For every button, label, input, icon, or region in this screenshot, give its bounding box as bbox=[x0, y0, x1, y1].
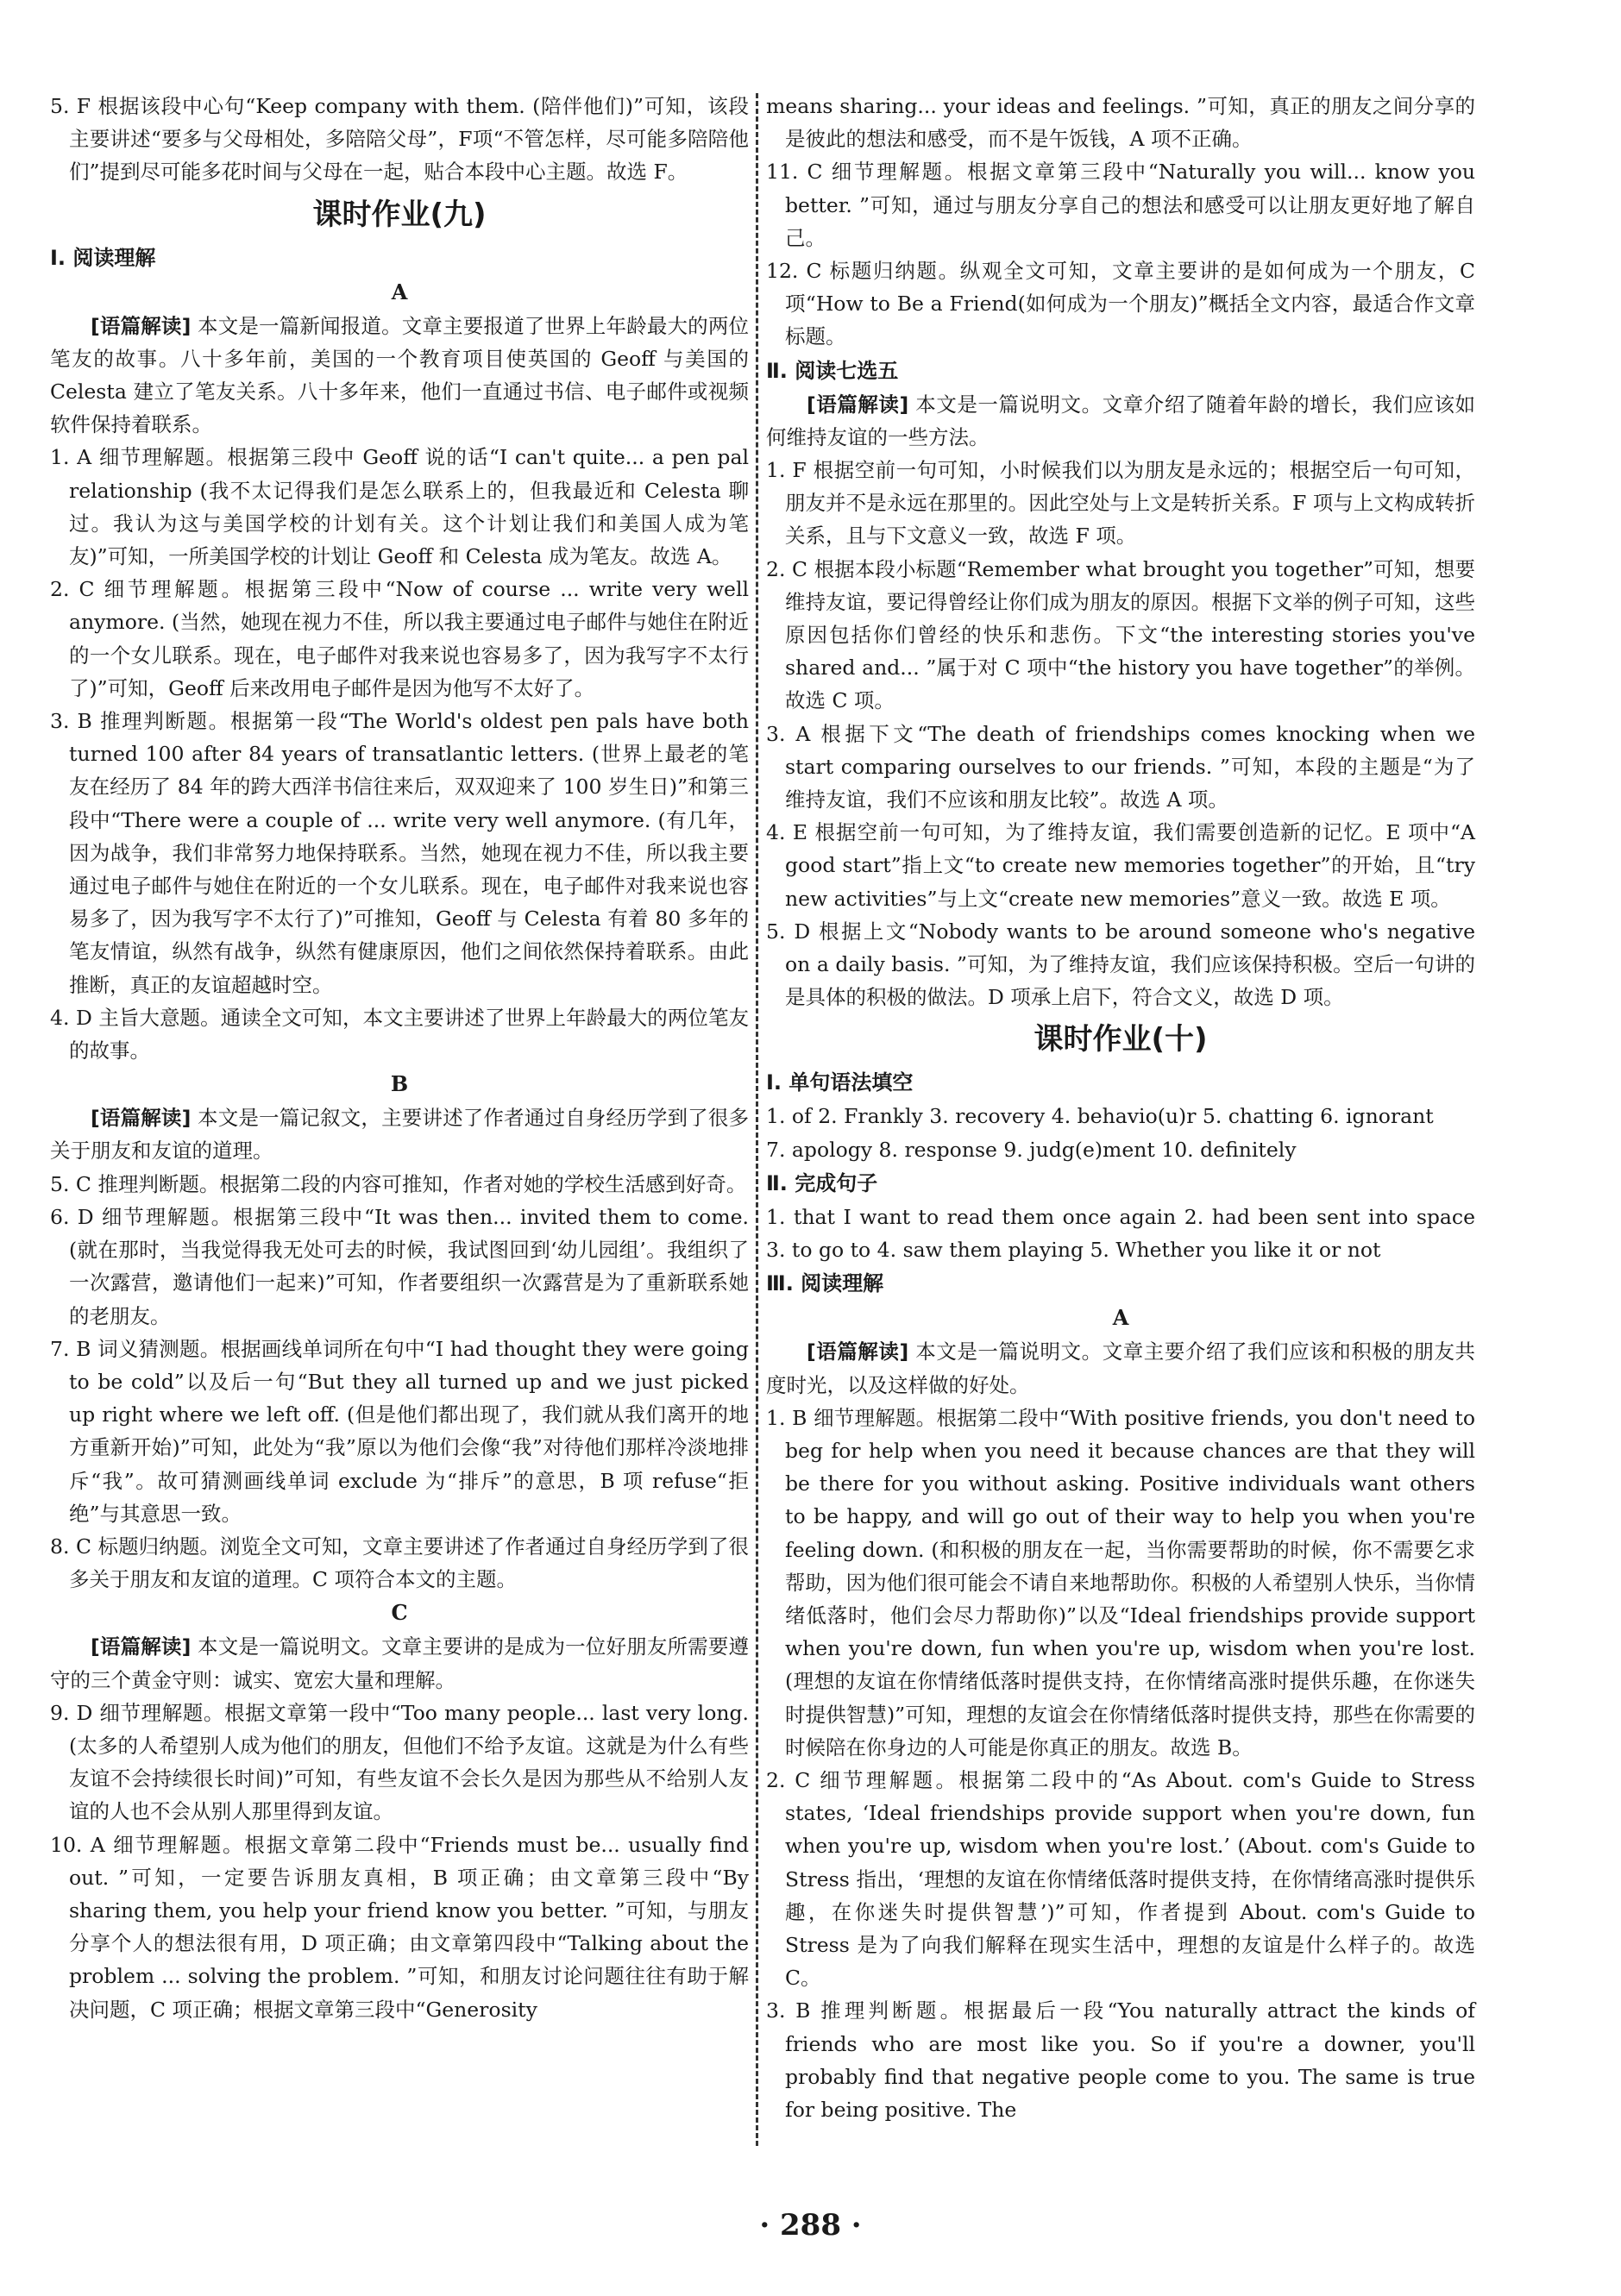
answer-item: 9. D 细节理解题。根据文章第一段中“Too many people... last very long. (太多的人希望别人成为他们的朋友，但他们不给予友谊。这就是为什么有些友谊不会持续很长时间)”可知，有些友谊不会长久是因为那些从不给别人友谊的人也不会从别人那里得到友谊。 bbox=[50, 1700, 749, 1824]
grammar-answers: 7. apology 8. response 9. judg(e)ment 10. definitely bbox=[766, 1137, 1297, 1162]
answer-item: 8. C 标题归纳题。浏览全文可知，文章主要讲述了作者通过自身经历学到了很多关于朋友和友谊的道理。C 项符合本文的主题。 bbox=[50, 1534, 749, 1592]
passage-letter: A bbox=[391, 279, 408, 304]
section-heading: Ⅱ. 完成句子 bbox=[766, 1170, 878, 1195]
section-heading: Ⅱ. 阅读七选五 bbox=[766, 358, 899, 383]
answer-item: 10. A 细节理解题。根据文章第二段中“Friends must be... usually find out. ”可知，一定要告诉朋友真相，B 项正确；由文章第三段中“By sharing them, you help your friend know you better. ”可知，与朋友分享个人的想法很有用，D 项正确；由文章第四段中“Talking about the problem ... solving the problem. ”可知，和朋友讨论问题往往有助于解决问题，C 项正确；根据文章第三段中“Generosity bbox=[50, 1832, 749, 2022]
section-heading: Ⅰ. 阅读理解 bbox=[50, 245, 156, 270]
section-title-10: 课时作业(十) bbox=[1034, 1022, 1208, 1057]
answer-item: 6. D 细节理解题。根据第三段中“It was then... invited them to come. (就在那时，当我觉得我无处可去的时候，我试图回到‘幼儿园组’。我组织了一次露营，邀请他们一起来)”可知，作者要组织一次露营是为了重新联系她的老朋友。 bbox=[50, 1204, 749, 1328]
section-title-9: 课时作业(九) bbox=[312, 197, 487, 232]
left-column bbox=[50, 90, 749, 2026]
answer-item: 12. C 标题归纳题。纵观全文可知，文章主要讲的是如何成为一个朋友，C 项“How to Be a Friend(如何成为一个朋友)”概括全文内容，最适合作文章标题。 bbox=[766, 259, 1475, 349]
answer-item: 1. B 细节理解题。根据第二段中“With positive friends, you don't need to beg for help when you need it because chances are that they will be there for you without asking. Positive individuals want others to be happy, and will go out of their way to help you when you're feeling down. (和积极的朋友在一起，当你需要帮助的时候，你不需要乞求帮助，因为他们很可能会不请自来地帮助你。积极的人希望别人快乐，当你情绪低落时，他们会尽力帮助你)”以及“Ideal friendships provide support when you're down, fun when you're up, wisdom when you're lost. (理想的友谊在你情绪低落时提供支持，在你情绪高涨时提供乐趣，在你迷失时提供智慧)”可知，理想的友谊会在你情绪低落时提供支持，那些在你需要的时候陪在你身边的人可能是你真正的朋友。故选 B。 bbox=[766, 1405, 1475, 1760]
passage-intro: [语篇解读] 本文是一篇记叙文，主要讲述了作者通过自身经历学到了很多关于朋友和友谊的道理。 bbox=[50, 1106, 750, 1164]
section-heading: Ⅲ. 阅读理解 bbox=[766, 1271, 884, 1296]
answer-item: 2. C 细节理解题。根据第三段中“Now of course ... write very well anymore. (当然，她现在视力不佳，所以我主要通过电子邮件与她住在附近的一个女儿联系。现在，电子邮件对我来说也容易多了，因为我写字不太行了)”可知，Geoff 后来改用电子邮件是因为他写不太好了。 bbox=[50, 577, 749, 700]
answer-item: 7. B 词义猜测题。根据画线单词所在句中“I had thought they were going to be cold”以及后一句“But they all turned up and we just picked up right where we left off. (但是他们都出现了，我们就从我们离开的地方重新开始)”可知，此处为“我”原以为他们会像“我”对待他们那样冷淡地排斥“我”。故可猜测画线单词 exclude 为“排斥”的意思，B 项 refuse“拒绝”与其意思一致。 bbox=[50, 1336, 749, 1526]
answer-item: 3. B 推理判断题。根据最后一段“You naturally attract the kinds of friends who are most like you. So if you're a downer, you'll probably find that negative people come to you. The same is true for being positive. The bbox=[766, 1998, 1475, 2122]
right-column bbox=[766, 90, 1475, 2126]
page-number: · 288 · bbox=[759, 2208, 862, 2243]
answer-continuation: means sharing... your ideas and feelings. ”可知，真正的朋友之间分享的是彼此的想法和感受，而不是午饭钱，A 项不正确。 bbox=[766, 94, 1475, 152]
section-heading: Ⅰ. 单句语法填空 bbox=[766, 1070, 914, 1095]
sentence-answers: 1. that I want to read them once again 2. had been sent into space 3. to go to 4. saw them playing 5. Whether you like it or not bbox=[766, 1204, 1475, 1263]
answer-item: 4. E 根据空前一句可知，为了维持友谊，我们需要创造新的记忆。E 项中“A good start”指上文“to create new memories together”的开始，且“try new activities”与上文“create new memories”意义一致。故选 E 项。 bbox=[766, 820, 1475, 911]
answer-item: 1. F 根据空前一句可知，小时候我们以为朋友是永远的；根据空后一句可知，朋友并不是永远在那里的。因此空处与上文是转折关系。F 项与上文构成转折关系，且与下文意义一致，故选 F 项。 bbox=[766, 458, 1475, 549]
answer-item: 2. C 根据本段小标题“Remember what brought you together”可知，想要维持友谊，要记得曾经让你们成为朋友的原因。根据下文举的例子可知，这些原因包括你们曾经的快乐和悲伤。下文“the interesting stories you've shared and... ”属于对 C 项中“the history you have together”的举例。故选 C 项。 bbox=[766, 556, 1476, 713]
answer-item: 3. A 根据下文“The death of friendships comes knocking when we start comparing ourselves to our friends. ”可知，本段的主题是“为了维持友谊，我们不应该和朋友比较”。故选 A 项。 bbox=[766, 721, 1475, 812]
answer-item: 2. C 细节理解题。根据第二段中的“As About. com's Guide to Stress states, ‘Ideal friendships provide support when you're down, fun when you're up, wisdom when you're lost.’ (About. com's Guide to Stress 指出，‘理想的友谊在你情绪低落时提供支持，在你情绪高涨时提供乐趣，在你迷失时提供智慧’)”可知，作者提到 About. com's Guide to Stress 是为了向我们解释在现实生活中，理想的友谊是什么样子的。故选 C。 bbox=[766, 1767, 1475, 1991]
passage-intro: [语篇解读] 本文是一篇说明文。文章介绍了随着年龄的增长，我们应该如何维持友谊的一些方法。 bbox=[766, 392, 1476, 449]
answer-item: 4. D 主旨大意题。通读全文可知，本文主要讲述了世界上年龄最大的两位笔友的故事。 bbox=[50, 1005, 750, 1063]
passage-intro: [语篇解读] 本文是一篇说明文。文章主要讲的是成为一位好朋友所需要遵守的三个黄金守则：诚实、宽宏大量和理解。 bbox=[50, 1634, 750, 1692]
answer-item: 5. C 推理判断题。根据第二段的内容可推知，作者对她的学校生活感到好奇。 bbox=[50, 1171, 747, 1196]
passage-letter: B bbox=[390, 1071, 409, 1097]
answer-item: 1. A 细节理解题。根据第三段中 Geoff 说的话“I can't quite... a pen pal relationship (我不太记得我们是怎么联系上的，但我最近和 Celesta 聊过。我认为这与美国学校的计划有关。这个计划让我们和美国人成为笔友)”可知，一所美国学校的计划让 Geoff 和 Celesta 成为笔友。故选 A。 bbox=[50, 445, 749, 569]
answer-item: 5. D 根据上文“Nobody wants to be around someone who's negative on a daily basis. ”可知，为了维持友谊，我们应该保持积极。空后一句讲的是具体的积极的做法。D 项承上启下，符合文义，故选 D 项。 bbox=[766, 919, 1475, 1010]
answer-item: 5. F 根据该段中心句“Keep company with them. (陪伴他们)”可知，该段主要讲述“要多与父母相处，多陪陪父母”，F项“不管怎样，尽可能多陪陪他们”提到尽可能多花时间与父母在一起，贴合本段中心主题。故选 F。 bbox=[50, 94, 749, 185]
passage-intro: [语篇解读] 本文是一篇说明文。文章主要介绍了我们应该和积极的朋友共度时光，以及这样做的好处。 bbox=[766, 1339, 1476, 1397]
passage-intro: [语篇解读] 本文是一篇新闻报道。文章主要报道了世界上年龄最大的两位笔友的故事。八十多年前，美国的一个教育项目使英国的 Geoff 与美国的 Celesta 建立了笔友关系。八十多年来，他们一直通过书信、电子邮件或视频软件保持着联系。 bbox=[50, 313, 750, 437]
column-divider bbox=[756, 93, 758, 2146]
answer-item: 11. C 细节理解题。根据文章第三段中“Naturally you will... know you better. ”可知，通过与朋友分享自己的想法和感受可以让朋友更好地了解自己。 bbox=[766, 160, 1475, 250]
answer-item: 3. B 推理判断题。根据第一段“The World's oldest pen pals have both turned 100 after 84 years of transatlantic letters. (世界上最老的笔友在经历了 84 年的跨大西洋书信往来后，双双迎来了 100 岁生日)”和第三段中“There were a couple of ... write very well anymore. (有几年，因为战争，我们非常努力地保持联系。当然，她现在视力不佳，所以我主要通过电子邮件与她住在附近的一个女儿联系。现在，电子邮件对我来说也容易多了，因为我写字不太行了)”可推知，Geoff 与 Celesta 有着 80 多年的笔友情谊，纵然有战争，纵然有健康原因，他们之间依然保持着联系。由此推断，真正的友谊超越时空。 bbox=[50, 709, 749, 997]
grammar-answers: 1. of 2. Frankly 3. recovery 4. behavio(u)r 5. chatting 6. ignorant bbox=[766, 1104, 1434, 1129]
passage-letter: A bbox=[1112, 1305, 1129, 1331]
passage-letter: C bbox=[391, 1600, 408, 1626]
